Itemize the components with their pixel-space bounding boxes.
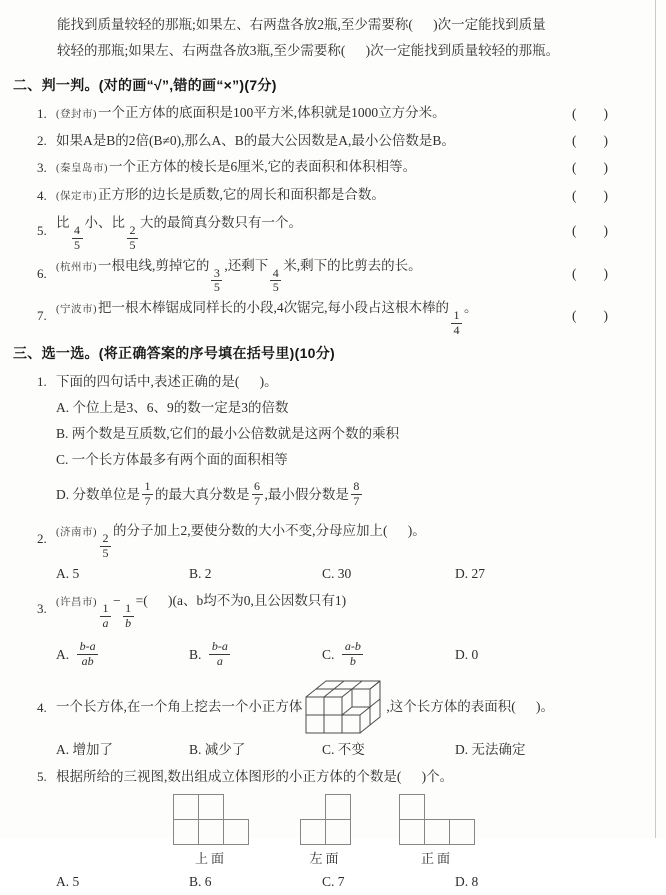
fraction: $\frac{4}{5}$ [270,267,281,296]
choice-question-1 [13,368,652,395]
view-front [399,794,475,867]
answer-bracket: ( ) [572,265,608,281]
item-number: 1. [37,373,47,389]
city-tag: (登封市) [56,109,97,120]
view-left-grid [300,794,351,845]
q2-option-a: A. 5 [56,565,80,581]
view-left-label: 左面 [309,850,342,866]
item-text: (登封市)一个正方体的底面积是100平方米,体积就是1000立方分米。 [56,105,446,120]
answer-bracket: ( ) [572,223,608,239]
city-tag: (秦皇岛市) [56,163,108,174]
view-front-grid [399,794,475,845]
question-text: (济南市) $\frac{2}{5}$ 的分子加上2,要使分数的大小不变,分母应加上( )。 [56,522,426,560]
section3-title: 三、选一选。(将正确答案的序号填在括号里)(10分) [13,344,336,361]
answer-bracket: ( ) [572,133,608,148]
fraction: $\frac{2}{5}$ [127,224,138,253]
city-tag: (保定市) [56,191,97,202]
item-number: 5. [37,223,47,239]
answer-bracket: ( ) [572,188,608,203]
judge-item-5 [13,210,652,253]
q1-option-b: B. 两个数是互质数,它们的最小公倍数就是这两个数的乘积 [56,425,400,441]
item-text: 如果A是B的2倍(B≠0),那么A、B的最大公因数是A,最小公倍数是B。 [56,133,455,148]
fraction: $\frac{8}{7}$ [351,480,362,509]
q3-option-d: D. 0 [455,646,479,662]
q4-option-d: D. 无法确定 [455,741,526,757]
q4-option-a: A. 增加了 [56,741,113,757]
item-number: 3. [37,601,47,617]
fraction: $\frac{b-a}{a}$ [209,640,230,669]
judge-item-4 [13,182,652,210]
judge-item-7 [13,295,652,338]
fraction: $\frac{1}{b}$ [123,602,134,631]
city-tag: (杭州市) [56,261,97,273]
fraction: $\frac{1}{a}$ [100,602,111,631]
item-number: 3. [37,160,47,175]
answer-bracket: ( ) [572,308,608,324]
question-text: 一个长方体,在一个角上挖去一个小正方体 ,这个长方体的表面积( )。 [56,680,652,736]
judge-item-6 [13,253,652,296]
answer-bracket: ( ) [572,160,608,175]
fraction: $\frac{1}{4}$ [451,309,462,338]
question-text: 下面的四句话中,表述正确的是( )。 [56,373,278,389]
choice-question-5 [13,763,652,790]
q5-options-row [13,869,652,895]
section2-title: 二、判一判。(对的画“√”,错的画“×”)(7分) [13,77,277,93]
q3-option-a: A. $\frac{b-a}{ab}$ [56,640,189,669]
q4-option-c: C. 不变 [322,741,365,757]
q5-option-a: A. 5 [56,873,80,889]
item-text: (宁波市)把一根木棒锯成同样长的小段,4次锯完,每小段占这根木棒的 $\frac{1}{4}$ 。 [56,300,478,337]
judge-item-1 [13,100,652,128]
item-text: (保定市)正方形的边长是质数,它的周长和面积都是合数。 [56,187,385,202]
question-continuation-line-1: 能找到质量较轻的那瓶;如果左、右两盘各放2瓶,至少需要称( )次一定能找到质量 [57,17,546,32]
q4-options-row [13,737,652,763]
item-number: 4. [37,188,47,203]
item-text: 比 $\frac{4}{5}$ 小、比 $\frac{2}{5}$ 大的最简真分数只有一个。 [56,215,302,252]
q4-option-b: B. 减少了 [189,741,246,757]
choice-question-3 [13,587,652,631]
q5-option-b: B. 6 [189,873,212,889]
q2-option-b: B. 2 [189,565,212,581]
question-text: (许昌市) $\frac{1}{a}$ − $\frac{1}{b}$ =( )(a、b均不为0,且公因数只有1) [56,592,347,630]
view-left [300,794,351,867]
q2-option-d: D. 27 [455,565,485,581]
q2-options-row [13,561,652,587]
three-views-figure [13,794,652,867]
q1-option-d: D. 分数单位是 $\frac{1}{7}$ 的最大真分数是 $\frac{6}{7}$ ,最小假分数是 $\frac{8}{7}$ [13,473,652,517]
item-number: 5. [37,768,47,784]
view-top-grid [173,794,249,845]
fraction: $\frac{b-a}{ab}$ [77,640,98,669]
city-tag: (济南市) [56,526,97,538]
q5-option-c: C. 7 [322,873,345,889]
fraction: $\frac{6}{7}$ [252,480,263,509]
q3-options-row [13,631,652,679]
city-tag: (宁波市) [56,304,97,316]
q3-option-b: B. $\frac{b-a}{a}$ [189,640,322,669]
fraction: $\frac{4}{5}$ [72,224,83,253]
fraction: $\frac{1}{7}$ [142,480,153,509]
city-tag: (许昌市) [56,596,97,608]
fraction: $\frac{2}{5}$ [100,532,111,561]
item-text: (杭州市)一根电线,剪掉它的 $\frac{3}{5}$ ,还剩下 $\frac{4}{5}$ 米,剩下的比剪去的长。 [56,257,422,295]
item-number: 4. [37,700,47,716]
q5-option-d: D. 8 [455,873,479,889]
view-top-label: 上面 [194,850,227,866]
judge-item-2 [13,128,652,154]
page-right-border [655,0,656,838]
item-number: 2. [37,133,47,148]
item-number: 2. [37,531,47,547]
q1-option-a: A. 个位上是3、6、9的数一定是3的倍数 [56,399,289,415]
question-continuation-line-2: 较轻的那瓶;如果左、右两盘各放3瓶,至少需要称( )次一定能找到质量较轻的那瓶。 [57,43,560,58]
cuboid-with-corner-cube-removed-figure [305,680,383,736]
fraction: $\frac{a-b}{b}$ [342,640,363,669]
item-number: 6. [37,265,47,281]
q2-option-c: C. 30 [322,565,352,581]
answer-bracket: ( ) [572,106,608,121]
fraction: $\frac{3}{5}$ [211,267,222,296]
item-number: 7. [37,308,47,324]
q3-option-c: C. $\frac{a-b}{b}$ [322,640,455,669]
choice-question-4 [13,679,652,737]
view-top [173,794,249,867]
judge-item-3 [13,154,652,182]
item-text: (秦皇岛市)一个正方体的棱长是6厘米,它的表面积和体积相等。 [56,159,417,174]
question-text: 根据所给的三视图,数出组成立体图形的小正方体的个数是( )个。 [56,768,454,784]
item-number: 1. [37,106,47,121]
choice-question-2 [13,517,652,561]
q1-option-c: C. 一个长方体最多有两个面的面积相等 [56,451,288,467]
view-front-label: 正面 [420,850,453,866]
